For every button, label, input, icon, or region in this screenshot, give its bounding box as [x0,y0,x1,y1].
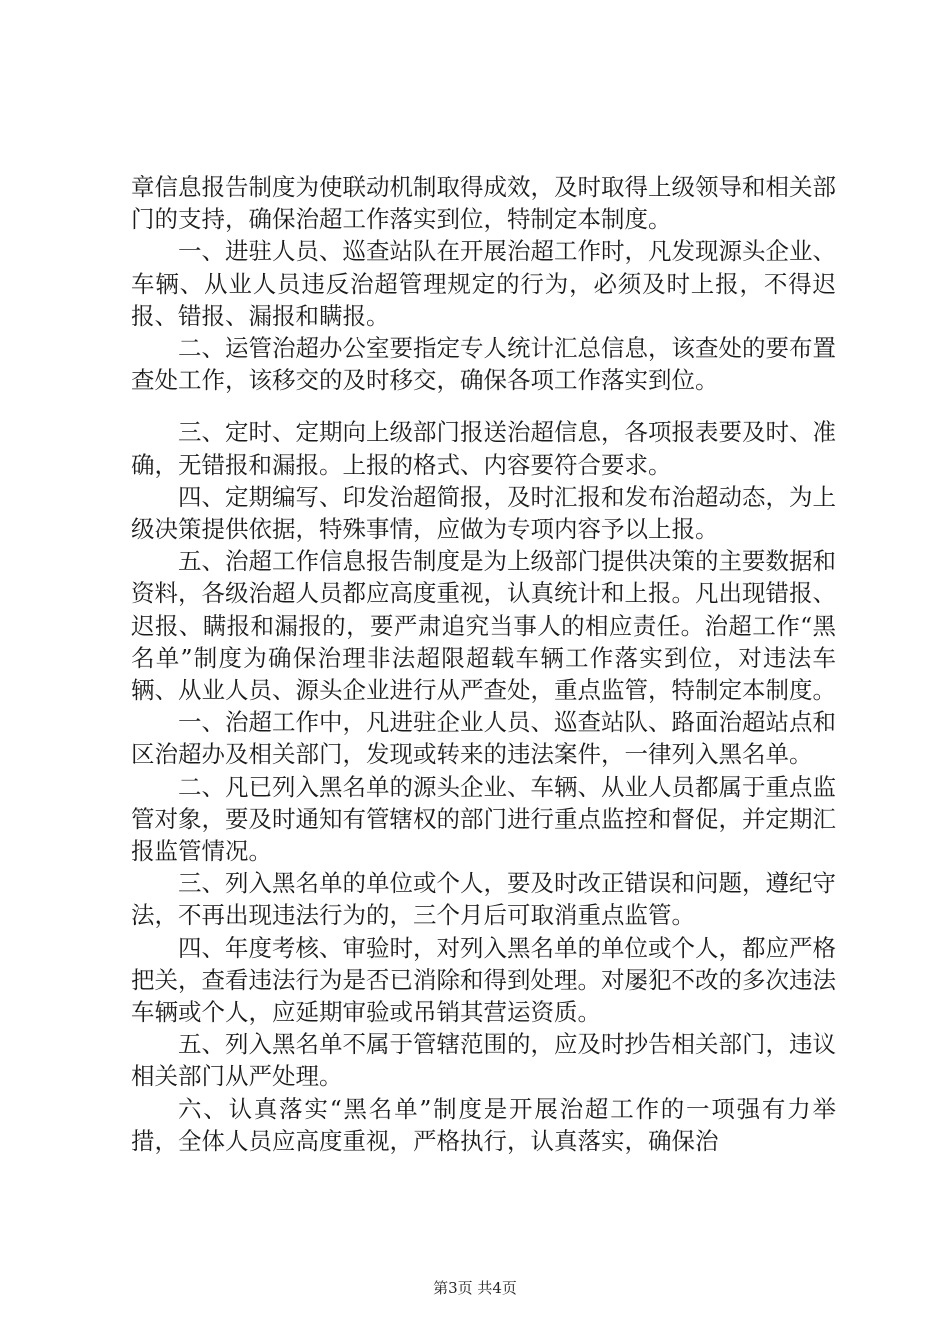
paragraph-blacklist-1: 一、治超工作中，凡进驻企业人员、巡查站队、路面治超站点和区治超办及相关部门，发现或转来的违法案件，一律列入黑名单。 [131,708,836,769]
paragraph-blacklist-6: 六、认真落实“黑名单”制度是开展治超工作的一项强有力举措，全体人员应高度重视，严格执行，认真落实，确保治 [131,1094,836,1155]
page-footer [0,1277,950,1298]
paragraph-blacklist-4: 四、年度考核、审验时，对列入黑名单的单位或个人，都应严格把关，查看违法行为是否已消除和得到处理。对屡犯不改的多次违法车辆或个人，应延期审验或吊销其营运资质。 [131,933,836,1027]
paragraph-item-3: 三、定时、定期向上级部门报送治超信息，各项报表要及时、准确，无错报和漏报。上报的格式、内容要符合要求。 [131,418,836,479]
document-body [131,171,836,1157]
paragraph-item-2: 二、运管治超办公室要指定专人统计汇总信息，该查处的要布置查处工作，该移交的及时移交，确保各项工作落实到位。 [131,334,836,395]
paragraph-item-4: 四、定期编写、印发治超简报，及时汇报和发布治超动态，为上级决策提供依据，特殊事情，应做为专项内容予以上报。 [131,482,836,544]
paragraph-blacklist-2: 二、凡已列入黑名单的源头企业、车辆、从业人员都属于重点监管对象，要及时通知有管辖权的部门进行重点监控和督促，并定期汇报监管情况。 [131,772,836,866]
page-number-label: 第3页 共4页 [433,1279,517,1297]
paragraph-continuation: 章信息报告制度为使联动机制取得成效，及时取得上级领导和相关部门的支持，确保治超工作落实到位，特制定本制度。 [131,173,836,234]
paragraph-item-5: 五、治超工作信息报告制度是为上级部门提供决策的主要数据和资料，各级治超人员都应高度重视，认真统计和上报。凡出现错报、迟报、瞒报和漏报的，要严肃追究当事人的相应责任。治超工作“黑名单”制度为确保治理非法超限超载车辆工作落实到位，对违法车辆、从业人员、源头企业进行从严查处，重点监管，特制定本制度。 [131,547,836,705]
paragraph-blacklist-5: 五、列入黑名单不属于管辖范围的，应及时抄告相关部门，违议相关部门从严处理。 [131,1030,836,1091]
paragraph-item-1: 一、进驻人员、巡查站队在开展治超工作时，凡发现源头企业、车辆、从业人员违反治超管理规定的行为，必须及时上报，不得迟报、错报、漏报和瞒报。 [131,237,836,330]
paragraph-blacklist-3: 三、列入黑名单的单位或个人，要及时改正错误和问题，遵纪守法，不再出现违法行为的，三个月后可取消重点监管。 [131,869,836,930]
